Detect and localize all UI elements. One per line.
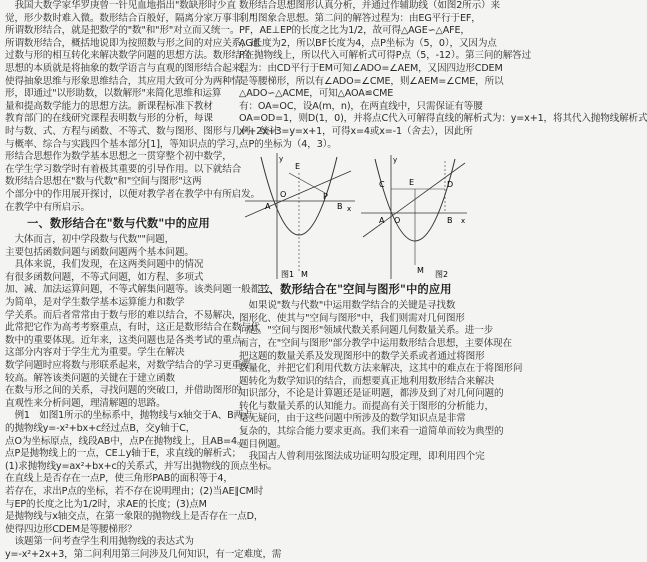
solution-text-line: OA=OD=1，则D(1，0)，并将点C代入可解得直线的解析式为：y=x+1，将其代入抛物线解析式 (239, 113, 647, 125)
section1-text-line: 较高。解答该类问题的关键在于建立函数 (5, 372, 175, 384)
fig2-label-y: y (393, 156, 398, 165)
section1-text-line: 主要包括函数问题与函数问题两个基本问题。 (5, 246, 194, 258)
section1-text-line: 在直线上是否存在一点P，使三角形PAB的面积等于4， (5, 473, 233, 485)
section1-text-line: 的抛物线y=-x²+bx+c经过点B，交y轴于C， (5, 423, 196, 434)
section2-text-line: 我国古人曾利用弦图法成功证明勾股定理，即利用四个完 (239, 451, 485, 463)
solution-text-line: P在抛物线上，所以代入可解析式可得P点（5，-12）。第三问的解答过 (239, 50, 532, 62)
intro-text-line: 数形结合思想在"数与代数"和"空间与图形"这两 (5, 176, 202, 188)
solution-text-line: 程为：由CD平行于EM可知∠ADO=∠AEM，又因四边形CDEM (239, 62, 503, 74)
right-bottom-paragraph (239, 300, 523, 464)
section2-text-line: 毫无疑问，由于这些问题中所涉及的数学知识点是非常 (239, 413, 466, 425)
section2-text-line: 问题。"空间与图形"领域代数关系问题几何数量关系。进一步 (239, 325, 494, 337)
solution-text-line: 数形结合思想图形认真分析，并通过作辅助线（如图2所示）来 (239, 0, 500, 11)
intro-text-line: 形，即通过"以形助数，以数解形"来简化思维和运算 (5, 88, 222, 100)
section1-text-line: 大体而言，初中学段数与代数""问题， (5, 234, 175, 246)
intro-text-line: 教育部门的在线研究课程表明数与形的分析，每课 (5, 113, 213, 125)
intro-text-line: 使得抽象思维与形象思维结合，其应用大致可分为两种情 (5, 75, 242, 87)
solution-text-line: PF，AE⊥EP的长度之比为1/2，故可得△AGE∽△AFE， (239, 25, 470, 37)
fig1-label-B: B (337, 202, 343, 212)
solution-text-line: x²+2x+3=y=x+1，可得x=4或x=-1（舍去），因此所 (239, 125, 473, 137)
figures-svg (239, 153, 470, 279)
figure-1 (245, 153, 355, 279)
section1-text-line: 具体来说，我们发现，在这两类问题中的情况 (5, 259, 204, 271)
solution-text-line: 利用图象合思想。第二问的解答过程为：由EG平行于EF， (239, 12, 481, 24)
intro-text-line: 所谓数形结合，概括地说即为按照数与形之间的对应关系，通 (5, 37, 260, 49)
section2-text-line: 如果说"数与代数"中运用数学结合的关键是寻找数 (239, 300, 456, 312)
section1-text-line: 点P是抛物线上的一点，CE⊥y轴于E，求直线的解析式； (5, 448, 242, 460)
section1-text-line: 有很多函数问题，不等式问题，如方程、多项式 (5, 271, 204, 283)
fig1-label-P: P (323, 192, 328, 202)
intro-text-line: 我国大数学家华罗庚曾一针见血地指出"数缺形时少直 (5, 0, 236, 11)
intro-text-line: 思想的本质就是将抽象的数学语言与直观的图形结合起来， (5, 62, 251, 74)
fig2-caption: 图2 (435, 270, 449, 280)
section2-text-line: 复杂的，其综合能力要求更高。我们来看一道简单而较为典型的 (239, 426, 504, 438)
intro-text-line: 与概率、综合与实践四个基本部分[1]，等知识点的学习， (5, 138, 245, 150)
section1-text-line: 数中的重要体现。近年来，这类问题也是各类考试的重点。 (5, 334, 251, 346)
section1-text-line: 与EP的长度之比为1/2时，求AE的长度；(3)点M (5, 498, 207, 510)
fig1-label-x: x (347, 205, 352, 214)
fig2-label-O: O (394, 216, 401, 226)
fig2-label-M: M (417, 266, 424, 276)
section-heading-2: 二、数形结合在"空间与图形"中的应用 (257, 283, 452, 297)
right-column (239, 0, 647, 464)
solution-text-line: 是等腰梯形，所以有∠ADO=∠CME，则∠AEM=∠CME，所以 (239, 75, 504, 87)
solution-text-line: 有：OA=OC，设A(m，n)，在两直线中，只需保证有等腰 (239, 100, 483, 112)
section2-text-line: 数量化，并把它们利用代数方法来解决，这其中的难点在于将图形问 (239, 363, 523, 375)
section1-text-line: 加、减、加法运算问题，不等式解集问题等。该类问题一般都较 (5, 284, 270, 296)
section1-text-line: 数学问题时应将数与形联系起来，对数学结合的学习更重要。 (5, 360, 260, 372)
fig2-label-D: D (447, 180, 454, 190)
section1-text-line: y=-x²+2x+3，第二问利用第三问涉及几何知识，有一定难度，需 (5, 548, 282, 560)
section2-text-line: 题转化为数学知识的结合，而想要真正地利用数形结合来解决 (239, 375, 494, 387)
fig2-label-x: x (461, 217, 466, 226)
solution-text-line: AG长度为2，所以BF长度为4，点P坐标为（5，0），又因为点 (239, 37, 497, 49)
fig1-label-A: A (265, 202, 271, 212)
section1-text-line: 为简单，是对学生数学基本运算能力和数学 (5, 297, 185, 309)
section1-text-line: 此常把它作为高考考察重点，有时，这正是数形结合在数与代 (5, 322, 260, 334)
section2-text-line: 知识部分，不论是计算题还是证明题，都涉及到了对几何问题的 (239, 388, 504, 400)
intro-text-line: 量和提高数学能力的思想方法。新课程标准下教材 (5, 100, 213, 112)
fig2-label-C: C (379, 180, 385, 190)
section1-text-line: 该题第一问考查学生利用抛物线的表达式为 (5, 536, 194, 548)
section2-text-line: 图形化、使其与"空间与图形"中，我们则需对几何图形 (239, 312, 465, 324)
fig1-label-y: y (279, 155, 284, 164)
section2-text-line: 转化与数量关系的认知能力。而提高有关于图形的分析能力， (239, 400, 494, 412)
section1-text-line: (1)求抛物线y=ax²+bx+c的关系式，并写出抛物线的顶点坐标。 (5, 460, 278, 472)
intro-text-line: 在教学中有所启示。 (5, 201, 90, 213)
fig1-label-E: E (295, 162, 301, 172)
section1-text-line: 例1 如图1所示的坐标系中，抛物线与x轴交于A、B两点 (5, 410, 253, 422)
intro-text-line: 个部分中的作用展开探讨，以便对教学者在教学中有所启发。 (5, 188, 260, 200)
section1-text-line: 若存在，求出P点的坐标，若不存在说明理由；(2)当AE∥CM时 (5, 485, 264, 497)
fig1-caption: 图1 (281, 270, 295, 280)
figure-area (239, 153, 470, 279)
section1-text-line: 使得四边形CDEM是等腰梯形？ (5, 523, 137, 535)
intro-text-line: 形结合思想作为数学基本思想之一贯穿整个初中数学， (5, 151, 232, 163)
section2-text-line: 把这题的数量关系及发现图形中的数学关系或者通过将图形 (239, 350, 485, 362)
fig2-label-B: B (447, 216, 453, 226)
section1-text-line: 在数与形之间的关系，寻找问题的突破口，并借助图形的 (5, 385, 242, 397)
intro-text-line: 在学生学习数学时有着极其重要的引导作用。以下就结合 (5, 163, 242, 175)
section2-text-line: 题目例题。 (239, 438, 287, 450)
section1-text-line: 直观性来分析问题，理清解题的思路。 (5, 397, 166, 409)
section2-text-line: 而言，在"空间与图形"部分教学中运用数形结合思想，主要体现在 (239, 337, 512, 349)
right-top-paragraph (239, 0, 647, 151)
section1-text-line: 点O为坐标原点，线段AB中，点P在抛物线上，且AB=4。 (5, 435, 247, 447)
section-heading-1: 一、数形结合在"数与代数"中的应用 (27, 217, 210, 231)
fig1-label-O: O (280, 190, 287, 200)
section1-text-line: 这部分内容对于学生尤为重要。学生在解决 (5, 347, 185, 359)
figure-2 (361, 155, 467, 279)
intro-text-line: 所谓数形结合，就是把数学的"数"和"形"对立而又统一。 (5, 25, 240, 37)
section1-text-line: 学关系。而后者常常由于数与形的难以结合，不易解决， (5, 309, 242, 321)
fig2-line (363, 163, 465, 237)
fig1-label-M: M (301, 270, 308, 280)
solution-text-line: △ADO∽△ACME，可知△AOA≌CME (239, 88, 394, 100)
intro-text-line: 时与数、式、方程与函数、不等式、数与图形、图形与几何、统计 (5, 125, 279, 137)
fig2-label-E: E (409, 178, 415, 188)
intro-text-line: 过数与形的相互转化来解决数学问题的思想方法。数形结合 (5, 50, 251, 62)
section1-text-line: 是抛物线与x轴交点，在第一象限的抛物线上是否存在一点D， (5, 511, 264, 523)
solution-text-line: 点P的坐标为（4，3）。 (239, 138, 337, 150)
intro-text-line: 觉，形少数时难入微。数形结合百般好，隔离分家万事非。" (5, 12, 255, 24)
fig2-label-A: A (379, 216, 385, 226)
